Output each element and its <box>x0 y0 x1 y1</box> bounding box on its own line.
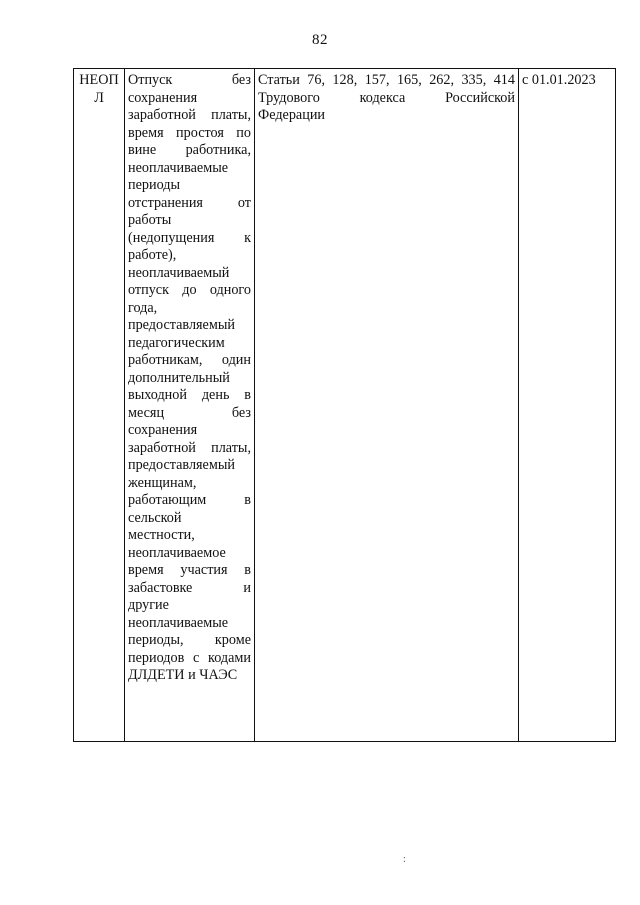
code-line: НЕОП <box>79 72 119 88</box>
description-line: сохранения <box>128 89 198 106</box>
description-line: ДЛДЕТИ и ЧАЭС <box>128 667 238 683</box>
document-table <box>73 68 616 742</box>
description-line: работе), <box>128 247 177 263</box>
code-cell <box>74 69 125 742</box>
description-line: время простоя по <box>128 124 251 141</box>
description-line: года, <box>128 299 158 316</box>
description-line: женщинам, <box>128 474 197 491</box>
description-line: неоплачиваемые <box>128 614 229 631</box>
law-line: Федерации <box>258 107 326 123</box>
description-line: педагогическим <box>128 334 225 351</box>
description-line: работникам, один <box>128 352 251 368</box>
code-line: Л <box>94 89 104 106</box>
description-line: неоплачиваемое <box>128 544 226 561</box>
law-line: Трудового кодекса Российской <box>258 89 515 106</box>
law-line: Статьи 76, 128, 157, 165, 262, 335, 414 <box>258 72 515 88</box>
description-line: забастовке и <box>128 579 251 596</box>
description-line: заработной платы, <box>128 107 251 123</box>
description-line: работающим в <box>128 492 251 508</box>
description-line: (недопущения к <box>128 229 251 246</box>
law-reference-cell <box>255 69 519 742</box>
description-line: местности, <box>128 527 195 543</box>
description-line: сохранения <box>128 422 198 438</box>
description-line: предоставляемый <box>128 457 235 473</box>
footer-mark: : <box>403 854 406 865</box>
description-cell <box>125 69 255 742</box>
description-line: другие <box>128 597 169 613</box>
effective-date-cell: с 01.01.2023 <box>519 69 616 742</box>
description-line: неоплачиваемый <box>128 264 230 281</box>
description-line: работы <box>128 212 172 228</box>
description-line: сельской <box>128 509 182 526</box>
description-line: отпуск до одного <box>128 282 251 298</box>
description-line: вине работника, <box>128 142 251 158</box>
description-line: Отпуск без <box>128 72 251 88</box>
description-line: неоплачиваемые <box>128 159 229 176</box>
description-line: время участия в <box>128 562 251 578</box>
description-line: заработной платы, <box>128 439 251 456</box>
description-line: предоставляемый <box>128 317 235 333</box>
page-number: 82 <box>312 32 328 48</box>
description-line: отстранения от <box>128 194 251 211</box>
description-line: периоды <box>128 177 181 193</box>
description-line: периоды, кроме <box>128 632 251 648</box>
table-row <box>74 69 616 742</box>
description-line: периодов с кодами <box>128 649 251 666</box>
description-line: дополнительный <box>128 369 230 386</box>
description-line: выходной день в <box>128 387 251 403</box>
description-line: месяц без <box>128 404 251 421</box>
